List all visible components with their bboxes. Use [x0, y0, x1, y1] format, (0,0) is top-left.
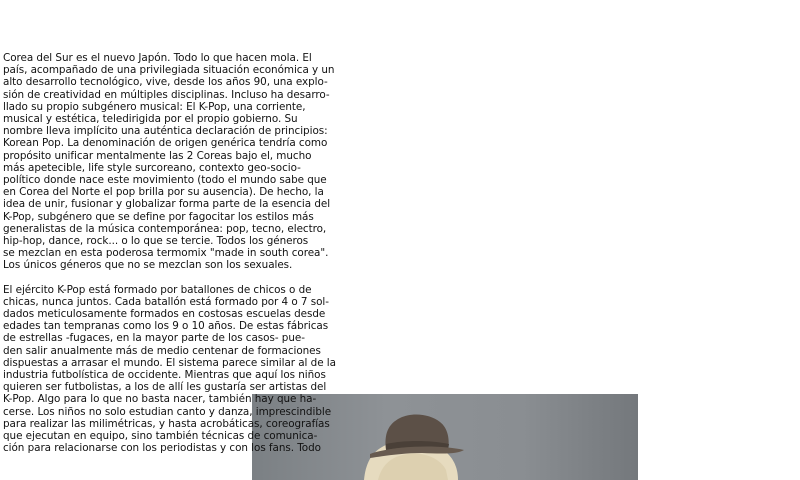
text-line: de estrellas -fugaces, en la mayor parte de los casos- pue-	[3, 332, 305, 345]
text-line: K-Pop. Algo para lo que no basta nacer, también hay que ha-	[3, 393, 317, 406]
text-line: que ejecutan en equipo, sino también técnicas de comunica-	[3, 430, 318, 443]
text-line: propósito unificar mentalmente las 2 Coreas bajo el, mucho	[3, 149, 312, 162]
article-paragraph-1	[3, 52, 335, 272]
text-line: dados meticulosamente formados en costosas escuelas desde	[3, 308, 326, 321]
text-line: musical y estética, teledirigida por el propio gobierno. Su	[3, 113, 298, 126]
text-line: industria futbolística de occidente. Mientras que aquí los niños	[3, 369, 326, 382]
article-body	[3, 52, 336, 455]
text-line: país, acompañado de una privilegiada situación económica y un	[3, 64, 335, 77]
text-line: K-Pop, subgénero que se define por fagocitar los estilos más	[3, 210, 314, 223]
text-line: cerse. Los niños no solo estudian canto y danza, imprescindible	[3, 405, 332, 418]
text-line: alto desarrollo tecnológico, vive, desde los años 90, una explo-	[3, 76, 328, 89]
article-paragraph-2	[3, 283, 336, 455]
text-line: para realizar las milimétricas, y hasta acrobáticas, coreografías	[3, 417, 330, 430]
text-line: Los únicos géneros que no se mezclan son los sexuales.	[3, 259, 293, 272]
text-line: político donde nace este movimiento (todo el mundo sabe que	[3, 174, 327, 187]
text-line: El ejército K-Pop está formado por batallones de chicos o de	[3, 283, 312, 296]
text-line: Korean Pop. La denominación de origen genérica tendría como	[3, 137, 328, 150]
text-line: nombre lleva implícito una auténtica declaración de principios:	[3, 125, 328, 138]
text-line: generalistas de la música contemporánea: pop, tecno, electro,	[3, 222, 327, 235]
text-line: se mezclan en esta poderosa termomix "made in south corea".	[3, 247, 329, 260]
text-line: más apetecible, life style surcoreano, contexto geo-socio-	[3, 161, 301, 174]
text-line: den salir anualmente más de medio centenar de formaciones	[3, 344, 321, 357]
text-line: ción para relacionarse con los periodistas y con los fans. Todo	[3, 442, 321, 455]
text-line: dispuestas a arrasar el mundo. El sistema parece similar al de la	[3, 356, 336, 369]
text-line: quieren ser futbolistas, a los de allí les gustaría ser artistas del	[3, 381, 327, 394]
text-line: hip-hop, dance, rock... o lo que se tercie. Todos los géneros	[3, 235, 309, 248]
text-line: sión de creatividad en múltiples disciplinas. Incluso ha desarro-	[3, 88, 330, 101]
text-line: en Corea del Norte el pop brilla por su ausencia). De hecho, la	[3, 186, 324, 199]
text-line: chicas, nunca juntos. Cada batallón está formado por 4 o 7 sol-	[3, 295, 329, 308]
text-line: edades tan tempranas como los 9 o 10 años. De estas fábricas	[3, 320, 329, 333]
text-line: llado su propio subgénero musical: El K-Pop, una corriente,	[3, 100, 306, 113]
text-line: Corea del Sur es el nuevo Japón. Todo lo que hacen mola. El	[3, 52, 312, 64]
text-line: idea de unir, fusionar y globalizar forma parte de la esencia del	[3, 198, 331, 211]
